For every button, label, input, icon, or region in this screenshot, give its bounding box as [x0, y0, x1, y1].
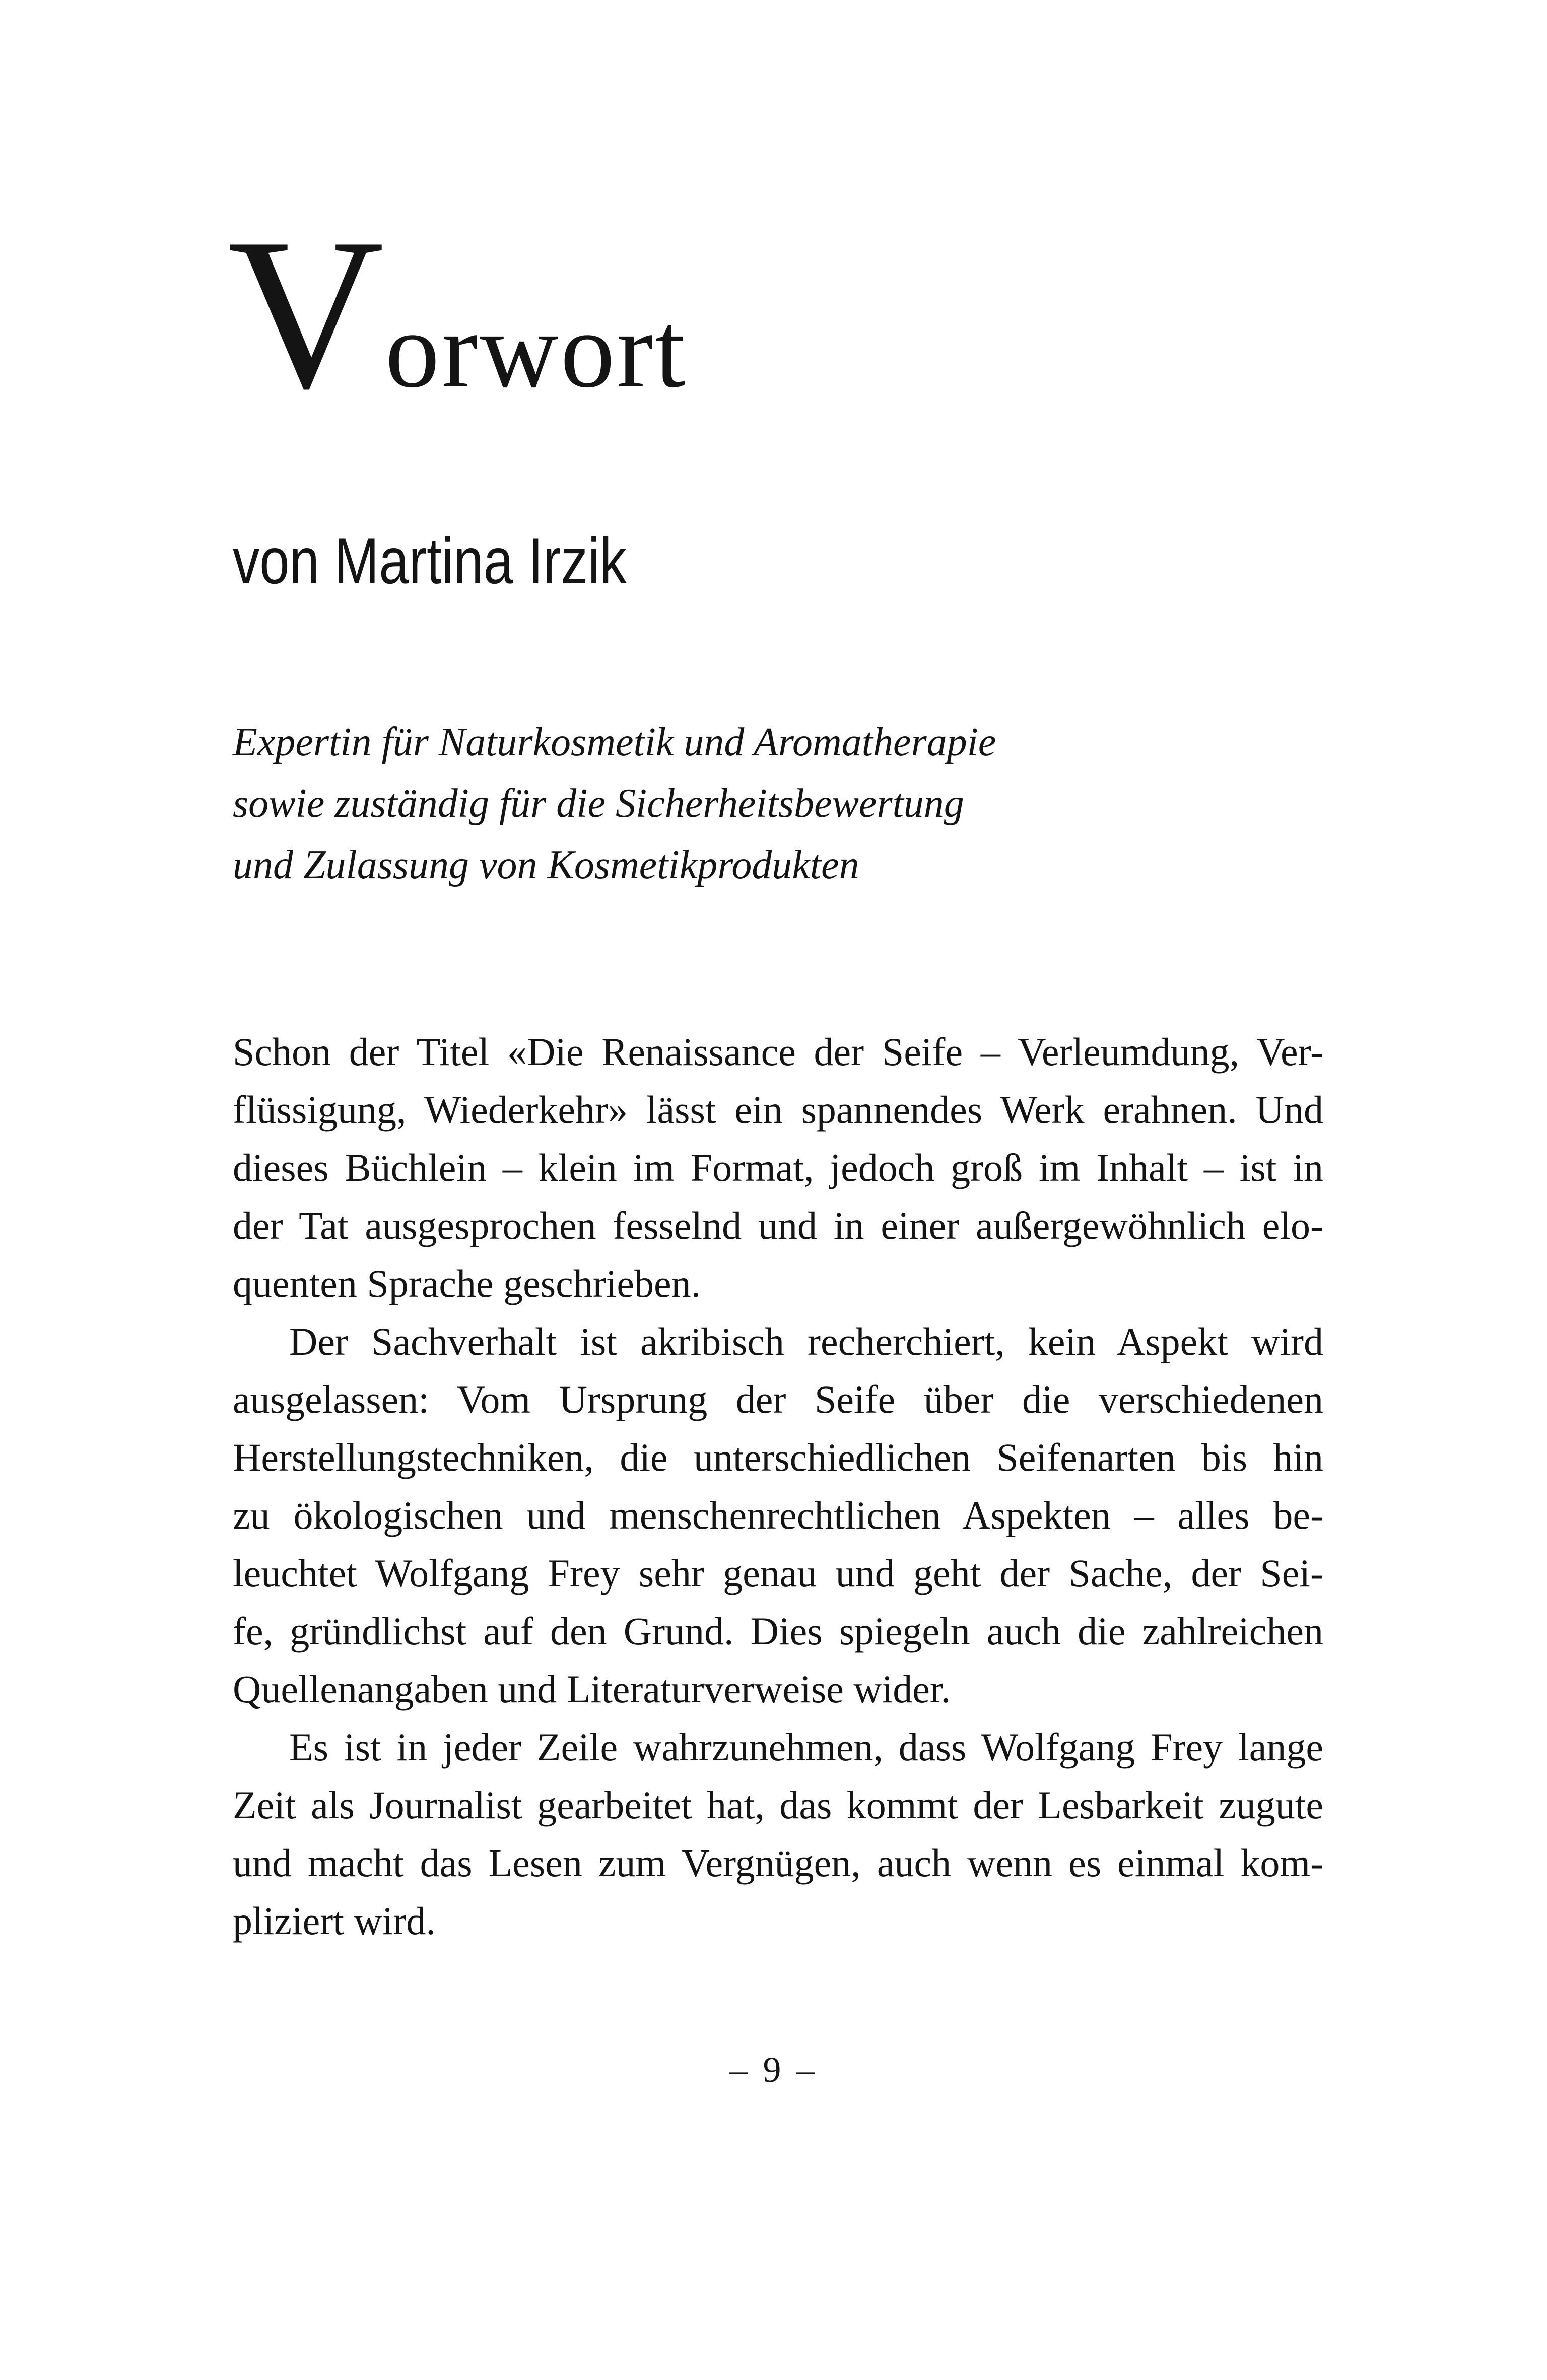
- body-line: zu ökologischen und menschenrechtlichen Aspekten – alles be-: [233, 1493, 1323, 1537]
- author-byline: von Martina Irzik: [233, 524, 627, 598]
- body-text: [233, 1023, 1323, 1950]
- page-number: – 9 –: [729, 2050, 818, 2090]
- body-line: Quellenangaben und Literaturverweise wider.: [233, 1667, 951, 1711]
- body-line: und macht das Lesen zum Vergnügen, auch wenn es einmal kom-: [233, 1841, 1323, 1885]
- author-credentials: [233, 711, 1323, 896]
- body-line: Zeit als Journalist gearbeitet hat, das kommt der Lesbarkeit zugute: [233, 1783, 1323, 1827]
- body-line: dieses Büchlein – klein im Format, jedoch groß im Inhalt – ist in: [233, 1146, 1323, 1189]
- credentials-line: und Zulassung von Kosmetikprodukten: [233, 843, 859, 887]
- body-line: Es ist in jeder Zeile wahrzunehmen, dass Wolfgang Frey lange: [289, 1725, 1323, 1769]
- chapter-title-initial: V: [228, 194, 385, 434]
- chapter-title-rest: orwort: [385, 290, 688, 410]
- body-line: quenten Sprache geschrieben.: [233, 1262, 701, 1305]
- body-line: Der Sachverhalt ist akribisch recherchiert, kein Aspekt wird: [289, 1319, 1323, 1363]
- body-line: Herstellungstechniken, die unterschiedlichen Seifenarten bis hin: [233, 1435, 1323, 1479]
- body-line: fe, gründlichst auf den Grund. Dies spiegeln auch die zahlreichen: [233, 1609, 1323, 1653]
- body-line: leuchtet Wolfgang Frey sehr genau und geht der Sache, der Sei-: [233, 1551, 1323, 1595]
- body-line: Schon der Titel «Die Renaissance der Seife – Verleumdung, Ver-: [233, 1030, 1323, 1074]
- body-line: der Tat ausgesprochen fesselnd und in einer außergewöhnlich elo-: [233, 1204, 1323, 1247]
- body-line: flüssigung, Wiederkehr» lässt ein spannendes Werk erahnen. Und: [233, 1088, 1323, 1132]
- credentials-line: sowie zuständig für die Sicherheitsbewertung: [233, 781, 964, 826]
- body-line: pliziert wird.: [233, 1899, 436, 1943]
- credentials-line: Expertin für Naturkosmetik und Aromatherapie: [233, 720, 996, 764]
- body-line: ausgelassen: Vom Ursprung der Seife über die verschiedenen: [233, 1377, 1323, 1421]
- chapter-title: [228, 194, 688, 434]
